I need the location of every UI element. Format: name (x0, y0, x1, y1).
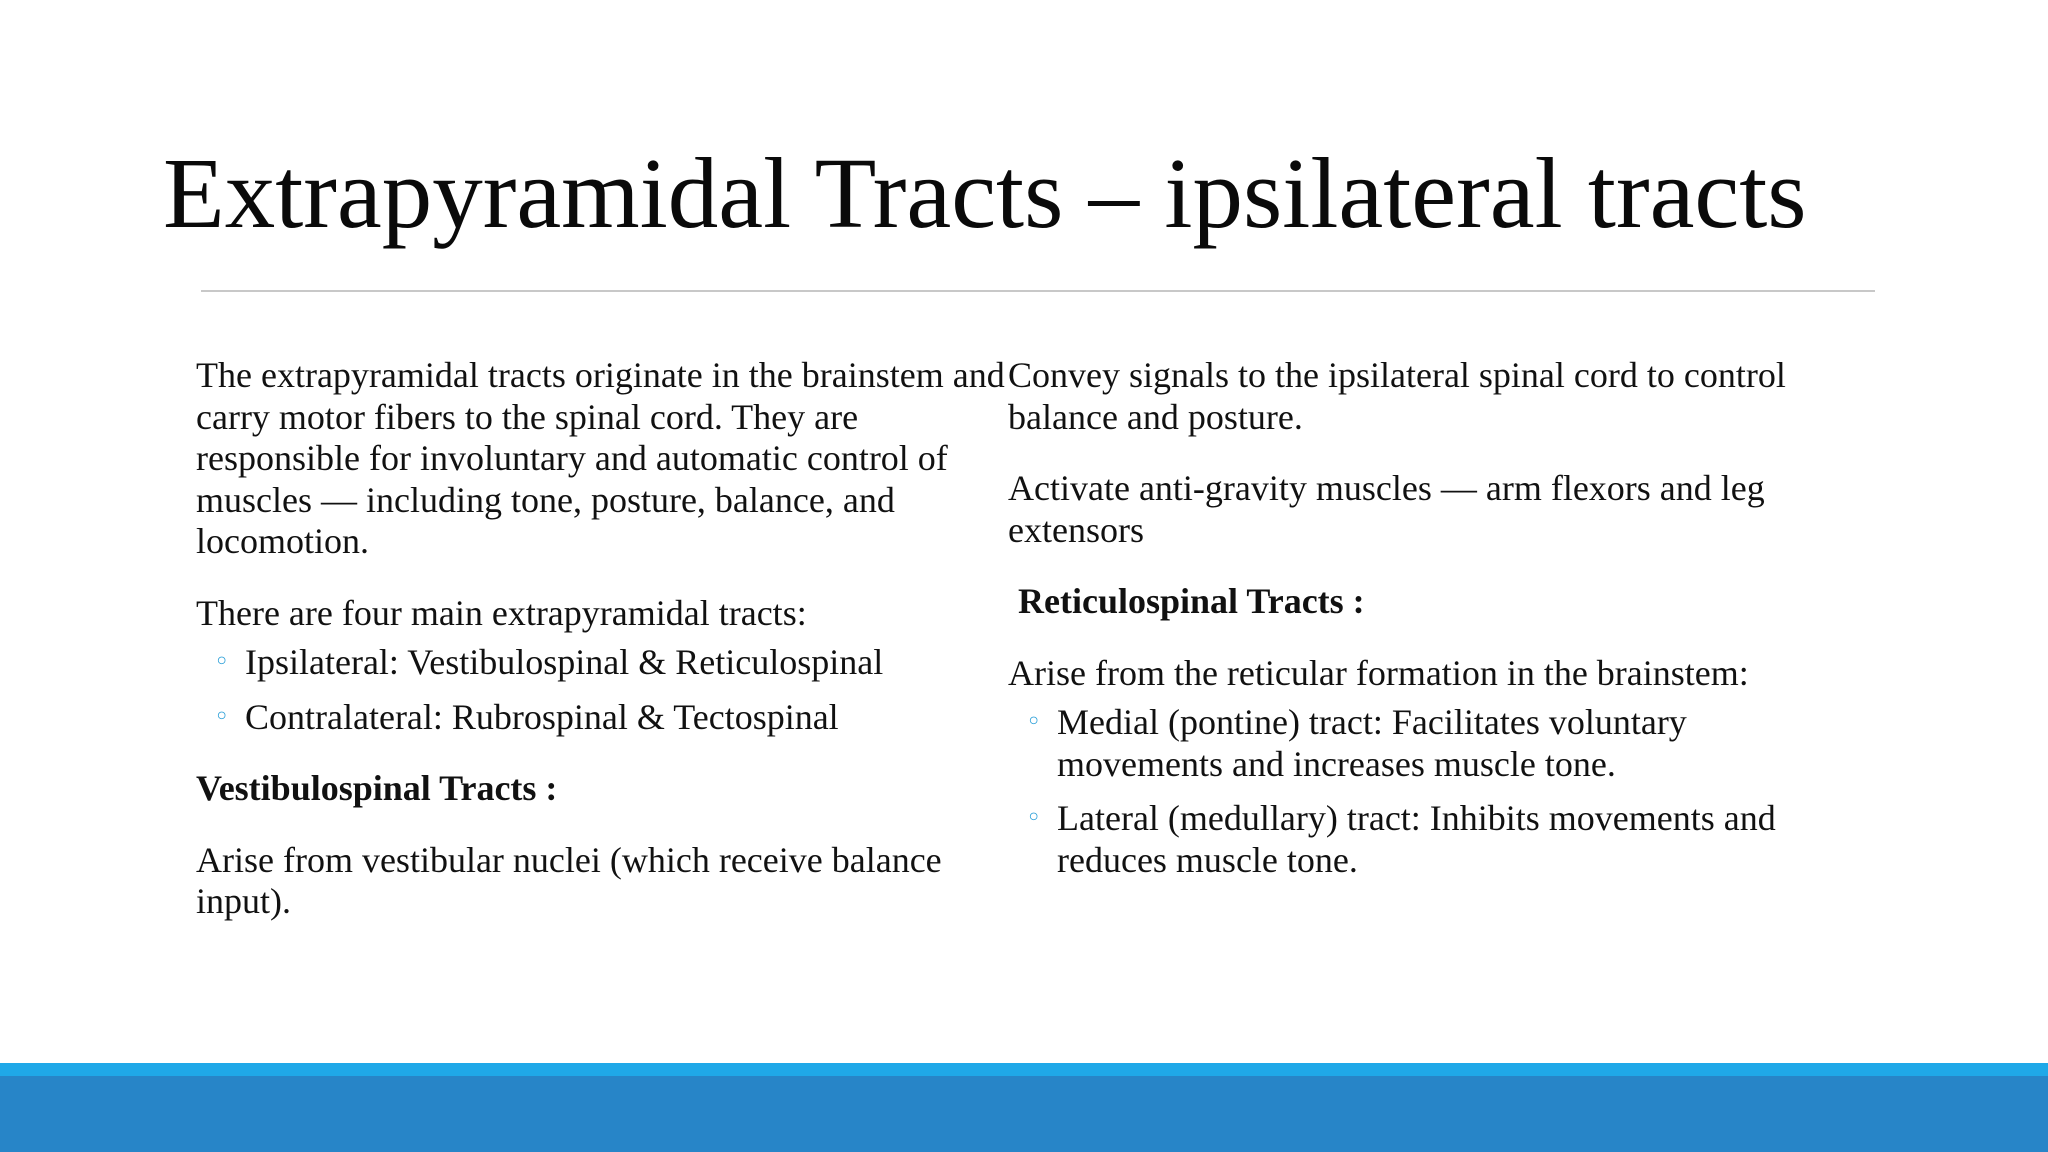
reticulospinal-heading: Reticulospinal Tracts : (1018, 581, 1365, 621)
list-item (196, 697, 1006, 739)
vestibulospinal-function-2: Activate anti-gravity muscles — arm flexors and leg extensors (1008, 468, 1765, 550)
intro-paragraph: The extrapyramidal tracts originate in the brainstem and carry motor fibers to the spinal cord. They are responsible for involuntary and automatic control of muscles — including tone, posture, balance, and locomotion. (196, 355, 1005, 561)
list-item-text: Ipsilateral: Vestibulospinal & Reticulospinal (245, 642, 884, 682)
vestibulospinal-heading: Vestibulospinal Tracts : (196, 768, 558, 808)
list-item-text: Medial (pontine) tract: Facilitates voluntary movements and increases muscle tone. (1057, 702, 1687, 784)
left-text-column (196, 355, 1006, 953)
footer-band (0, 1076, 2048, 1152)
hollow-circle-bullet-icon: ◦ (1026, 803, 1042, 833)
reticulospinal-origin: Arise from the reticular formation in the brainstem: (1008, 652, 1749, 693)
slide-title: Extrapyramidal Tracts – ipsilateral tracts (163, 137, 1807, 249)
tract-groups-list (196, 642, 1006, 738)
list-item-text: Contralateral: Rubrospinal & Tectospinal (245, 696, 839, 737)
list-item (1008, 702, 1828, 785)
list-item (1008, 798, 1828, 881)
vestibulospinal-function-1: Convey signals to the ipsilateral spinal cord to control balance and posture. (1008, 355, 1786, 437)
hollow-circle-bullet-icon: ◦ (1026, 707, 1042, 737)
four-tracts-heading: There are four main extrapyramidal tracts: (196, 592, 807, 633)
right-text-column (1008, 355, 1828, 911)
footer-accent-stripe (0, 1063, 2048, 1076)
hollow-circle-bullet-icon: ◦ (214, 701, 230, 732)
title-divider (201, 290, 1875, 292)
hollow-circle-bullet-icon: ◦ (214, 647, 230, 677)
vestibulospinal-origin: Arise from vestibular nuclei (which receive balance input). (196, 839, 942, 921)
list-item-text: Lateral (medullary) tract: Inhibits movements and reduces muscle tone. (1057, 798, 1776, 880)
list-item (196, 642, 1006, 684)
reticulospinal-list (1008, 702, 1828, 881)
